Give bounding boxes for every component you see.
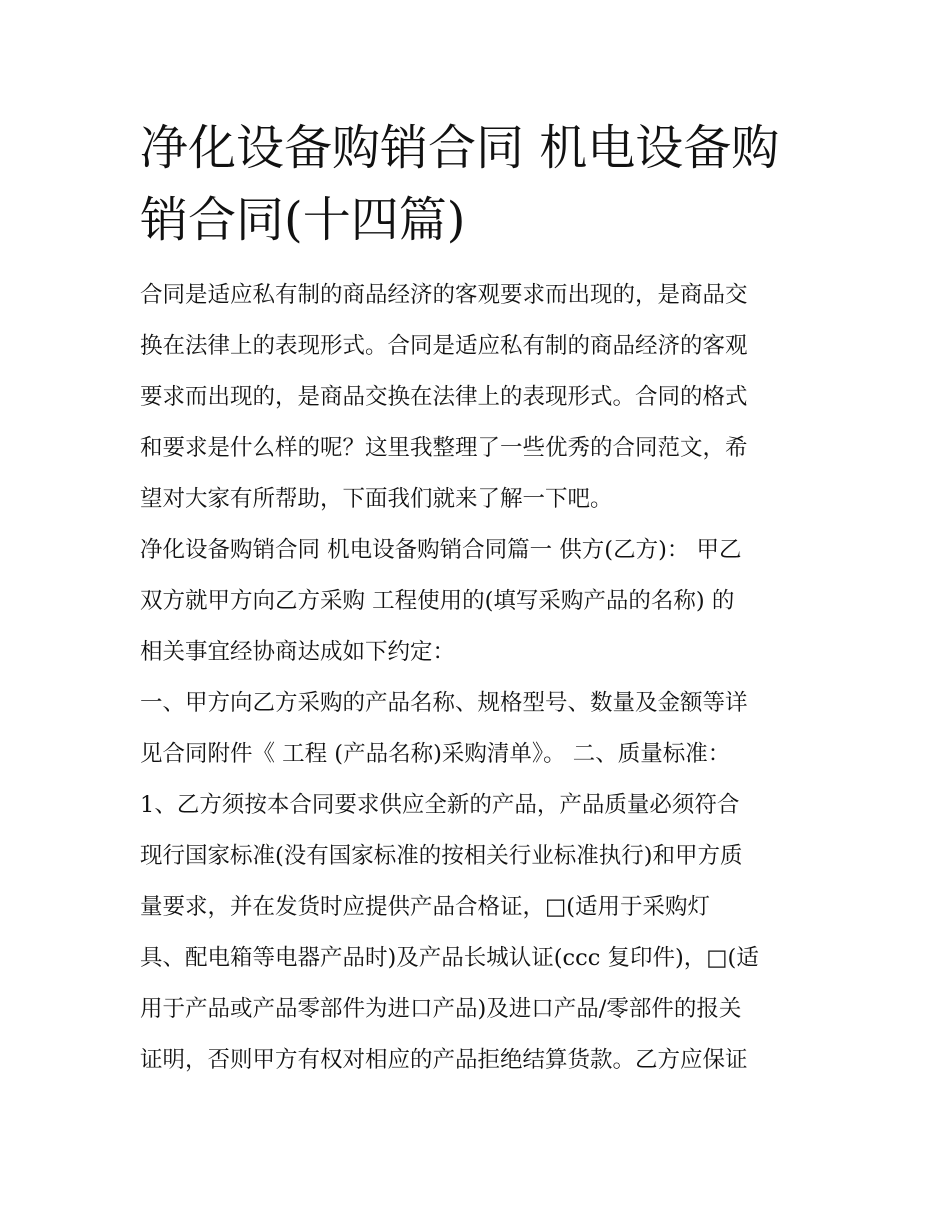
text-line: 和要求是什么样的呢？这里我整理了一些优秀的合同范文，希 [140, 435, 748, 461]
document-title [140, 112, 815, 256]
intro-paragraph [140, 270, 815, 525]
text-line: 一、甲方向乙方采购的产品名称、规格型号、数量及金额等详 [140, 690, 748, 716]
title-line: 净化设备购销合同 机电设备购 [140, 120, 780, 176]
text-line: 双方就甲方向乙方采购 工程使用的(填写采购产品的名称) 的 [140, 588, 735, 614]
text-line: 相关事宜经协商达成如下约定： [140, 639, 456, 665]
quality-clause-paragraph [140, 780, 815, 1086]
text-line: 换在法律上的表现形式。合同是适应私有制的商品经济的客观 [140, 333, 748, 359]
text-line: 现行国家标准(没有国家标准的按相关行业标准执行)和甲方质 [140, 843, 743, 869]
text-line: 望对大家有所帮助，下面我们就来了解一下吧。 [140, 486, 613, 512]
clause-one-paragraph [140, 678, 815, 780]
text-line: 见合同附件《 工程 (产品名称)采购清单》。 二、质量标准： [140, 741, 731, 767]
text-line: 量要求，并在发货时应提供产品合格证，□(适用于采购灯 [140, 894, 711, 920]
text-line: 净化设备购销合同 机电设备购销合同篇一 供方(乙方)： 甲乙 [140, 537, 742, 563]
text-line: 要求而出现的，是商品交换在法律上的表现形式。合同的格式 [140, 384, 748, 410]
contract-preamble-paragraph [140, 525, 815, 678]
text-line: 合同是适应私有制的商品经济的客观要求而出现的，是商品交 [140, 282, 748, 308]
title-line: 销合同(十四篇) [140, 192, 466, 248]
text-line: 证明，否则甲方有权对相应的产品拒绝结算货款。乙方应保证 [140, 1047, 748, 1073]
text-line: 用于产品或产品零部件为进口产品)及进口产品/零部件的报关 [140, 996, 742, 1022]
document-body [140, 270, 815, 1086]
text-line: 1、乙方须按本合同要求供应全新的产品，产品质量必须符合 [140, 792, 740, 818]
document-content [140, 112, 815, 1086]
text-line: 具、配电箱等电器产品时)及产品长城认证(ccc 复印件)，□(适 [140, 945, 759, 971]
